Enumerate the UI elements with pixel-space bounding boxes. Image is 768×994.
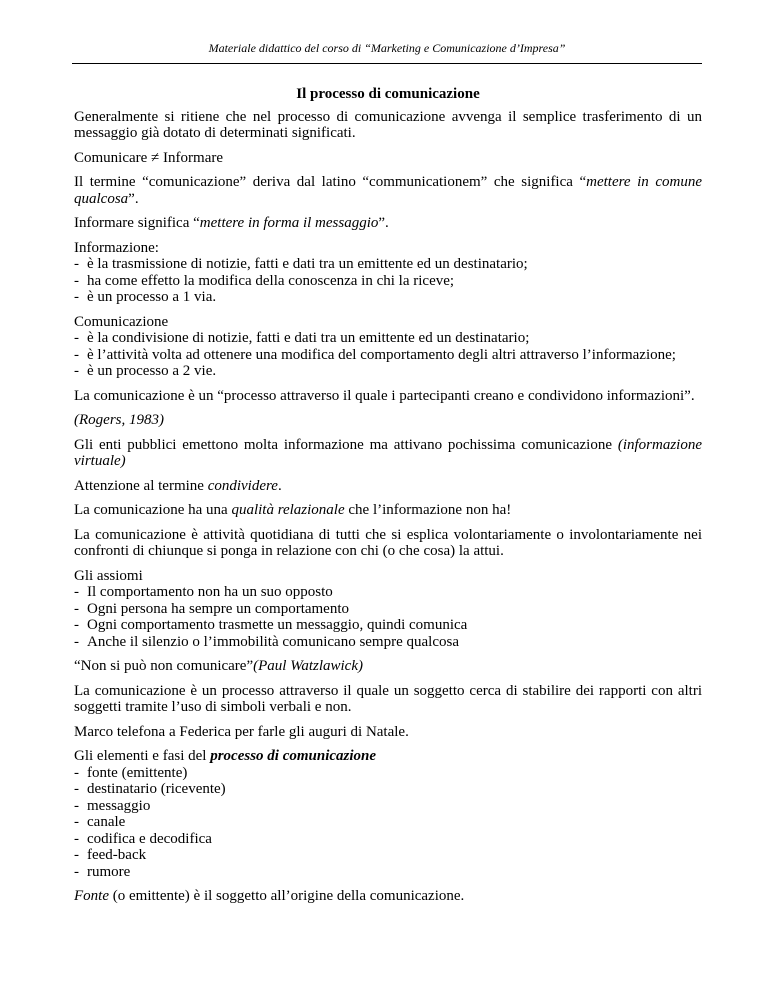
text-segment: Gli elementi e fasi del xyxy=(74,748,211,764)
list-item: - Anche il silenzio o l’immobilità comunicano sempre qualcosa xyxy=(74,634,702,651)
citation-rogers xyxy=(74,412,702,429)
emphasis-text: (informazione virtuale) xyxy=(74,436,702,469)
list-item: - è un processo a 1 via. xyxy=(74,289,702,306)
elementi-list xyxy=(74,765,702,881)
paragraph-enti-pubblici xyxy=(74,437,702,470)
citation-text: (Rogers, 1983) xyxy=(74,412,164,428)
emphasis-text: Fonte xyxy=(74,888,109,904)
section-heading xyxy=(74,748,702,765)
list-item: - canale xyxy=(74,814,702,831)
section-heading: Informazione: xyxy=(74,239,159,256)
list-item: - fonte (emittente) xyxy=(74,765,702,782)
text-segment: La comunicazione ha una xyxy=(74,502,232,518)
paragraph-informare xyxy=(74,215,702,232)
emphasis-text: mettere in forma il messaggio xyxy=(199,215,379,231)
assiomi-list xyxy=(74,584,702,650)
text-segment: Gli enti pubblici emettono molta informazione ma attivano pochissima comunicazione xyxy=(74,436,618,453)
paragraph-fonte xyxy=(74,888,702,905)
list-item: - è l’attività volta ad ottenere una modifica del comportamento degli altri attraverso l’informazione; xyxy=(74,347,702,364)
paragraph-definition: La comunicazione è un “processo attraverso il quale i partecipanti creano e condividono informazioni”. xyxy=(74,387,695,404)
list-item: - Ogni persona ha sempre un comportamento xyxy=(74,601,702,618)
list-item: - è la condivisione di notizie, fatti e dati tra un emittente ed un destinatario; xyxy=(74,330,702,347)
document-title: Il processo di comunicazione xyxy=(296,86,480,102)
list-item: - Il comportamento non ha un suo opposto xyxy=(74,584,702,601)
section-heading: Gli assiomi xyxy=(74,567,143,584)
paragraph-quotidiana: La comunicazione è attività quotidiana di tutti che si esplica volontariamente o involontariamente nei confronti di chiunque si ponga in relazione con chi (o che cosa) la attui. xyxy=(74,526,702,559)
paragraph-etymology xyxy=(74,174,702,207)
text-segment: Informare significa “ xyxy=(74,215,200,231)
text-segment: (o emittente) è il soggetto all’origine della comunicazione. xyxy=(109,888,465,904)
text-segment: ”. xyxy=(128,190,139,207)
paragraph-qualita xyxy=(74,502,702,519)
page-header: Materiale didattico del corso di “Marketing e Comunicazione d’Impresa” xyxy=(208,41,566,55)
text-segment: Il termine “comunicazione” deriva dal latino “communicationem” che significa “ xyxy=(74,174,587,190)
text-segment: ”. xyxy=(378,215,389,231)
comunicazione-list xyxy=(74,330,702,380)
assiomi-section xyxy=(74,568,702,651)
list-item: - destinatario (ricevente) xyxy=(74,781,702,798)
quote-watzlawick xyxy=(74,658,702,675)
list-item: - è un processo a 2 vie. xyxy=(74,363,702,380)
emphasis-text: (Paul Watzlawick) xyxy=(253,658,363,674)
emphasis-text: qualità relazionale xyxy=(231,502,345,518)
bold-italic-text: processo di comunicazione xyxy=(210,748,377,764)
list-item: - ha come effetto la modifica della conoscenza in chi la riceve; xyxy=(74,273,702,290)
paragraph-processo: La comunicazione è un processo attraverso il quale un soggetto cerca di stabilire dei rapporti con altri soggetti tramite l’uso di simboli verbali e non. xyxy=(74,682,702,715)
informazione-list xyxy=(74,256,702,306)
elementi-section xyxy=(74,748,702,880)
section-heading: Comunicazione xyxy=(74,313,169,330)
list-item: - feed-back xyxy=(74,847,702,864)
emphasis-text: mettere in comune qualcosa xyxy=(74,174,702,207)
list-item: - è la trasmissione di notizie, fatti e dati tra un emittente ed un destinatario; xyxy=(74,256,702,273)
list-item: - Ogni comportamento trasmette un messaggio, quindi comunica xyxy=(74,617,702,634)
list-item: - messaggio xyxy=(74,798,702,815)
emphasis-text: condividere xyxy=(207,477,278,494)
paragraph-intro: Generalmente si ritiene che nel processo di comunicazione avvenga il semplice trasferimento di un messaggio già dotato di determinati significati. xyxy=(74,108,702,141)
text-segment: che l’informazione non ha! xyxy=(344,502,512,518)
list-item: - rumore xyxy=(74,864,702,881)
header-rule xyxy=(72,63,702,64)
paragraph-condividere xyxy=(74,478,702,495)
text-segment: Attenzione al termine xyxy=(74,477,208,494)
text-segment: “Non si può non comunicare” xyxy=(74,658,254,674)
comunicazione-section xyxy=(74,314,702,380)
list-item: - codifica e decodifica xyxy=(74,831,702,848)
paragraph-example: Marco telefona a Federica per farle gli auguri di Natale. xyxy=(74,723,409,740)
text-segment: . xyxy=(277,477,282,494)
paragraph-comunicare-informare: Comunicare ≠ Informare xyxy=(74,149,224,166)
document-body xyxy=(74,86,702,913)
informazione-section xyxy=(74,240,702,306)
